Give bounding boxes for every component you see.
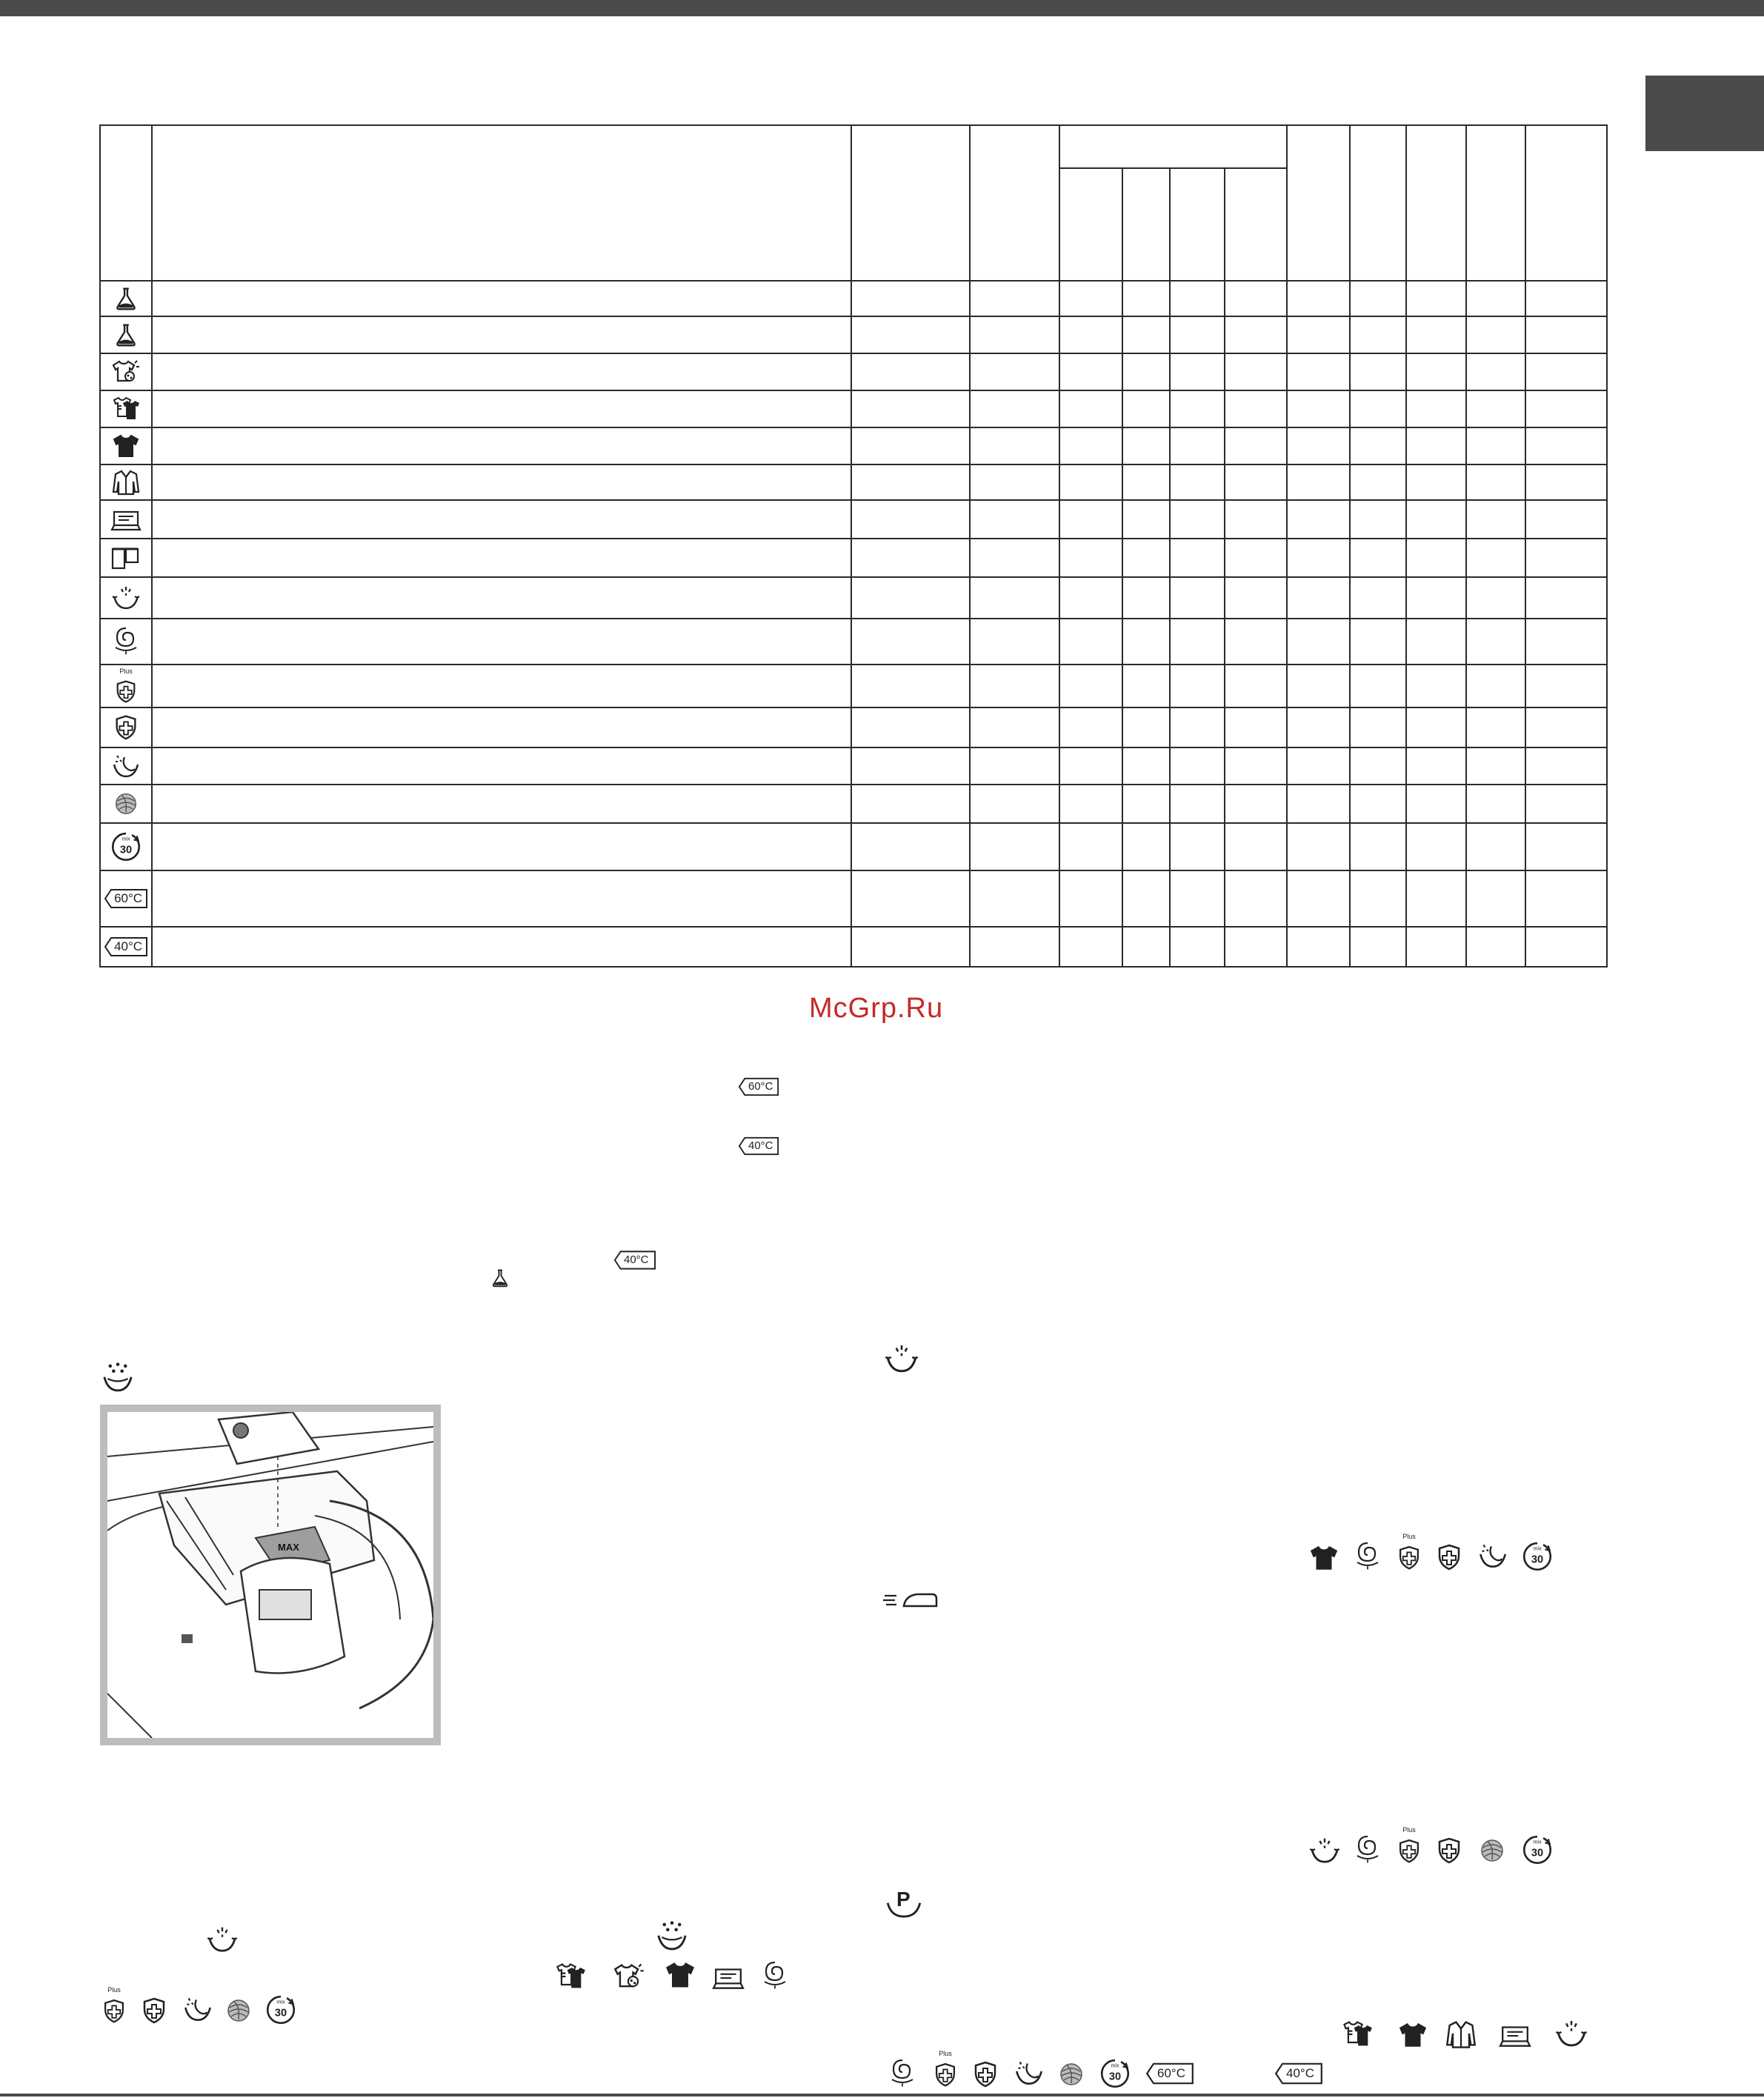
temp-40-tag-icon xyxy=(738,1135,779,1157)
tag-60-label: 60°C xyxy=(114,891,143,905)
shirt-stain-icon xyxy=(612,1960,646,1993)
jacket-icon xyxy=(111,467,141,497)
antiallergy-plus-icon xyxy=(99,1987,129,2027)
mix30-icon xyxy=(109,830,143,864)
table-row xyxy=(100,464,1607,500)
watermark: McGrp.Ru xyxy=(809,993,944,1024)
table-row xyxy=(100,707,1607,747)
table-row xyxy=(100,427,1607,464)
hand-wash-icon xyxy=(204,1923,240,1956)
delicate-spiral-icon xyxy=(886,2057,919,2091)
table-row xyxy=(100,577,1607,619)
table-row xyxy=(100,785,1607,823)
mixed-colours-icon xyxy=(1339,2018,1375,2051)
table-row xyxy=(100,927,1607,967)
temp-40-tag-icon xyxy=(104,936,148,958)
dark-shirt-icon xyxy=(111,431,141,461)
table-row xyxy=(100,539,1607,577)
wool-icon xyxy=(1477,1836,1507,1865)
mixed-colours-icon xyxy=(553,1960,588,1993)
temp-60-tag-icon xyxy=(1145,2061,1194,2086)
language-tab xyxy=(1645,76,1764,151)
temp-60-tag-icon xyxy=(738,1076,779,1098)
plus-badge-label: Plus xyxy=(939,2050,952,2057)
baby-bath-icon xyxy=(110,751,142,781)
antiallergy-icon xyxy=(139,1996,169,2025)
antiallergy-plus-icon xyxy=(112,675,140,705)
jacket-icon xyxy=(1445,2018,1477,2051)
baby-bath-icon xyxy=(653,1920,690,1954)
tag-40-label: 40°C xyxy=(1286,2066,1314,2080)
flask-icon xyxy=(112,284,140,313)
antiallergy-icon xyxy=(1434,1542,1464,1572)
table-row xyxy=(100,390,1607,427)
duvet-icon xyxy=(110,504,142,534)
tag-40-label: 40°C xyxy=(114,939,143,953)
bottom-rule xyxy=(0,2094,1764,2097)
mix30-icon xyxy=(1520,1833,1554,1867)
baby-bath-icon xyxy=(1476,1539,1510,1572)
tag-60-label: 60°C xyxy=(748,1080,773,1093)
temp-40-tag-icon xyxy=(613,1249,656,1271)
table-row xyxy=(100,316,1607,353)
baby-bath-icon xyxy=(181,1993,215,2025)
mix30-icon xyxy=(1098,2057,1132,2091)
programmes-table xyxy=(99,124,1608,968)
table-row xyxy=(100,281,1607,316)
plus-badge-label: Plus xyxy=(119,667,133,675)
hand-wash-icon xyxy=(1307,1834,1342,1867)
hand-wash-icon xyxy=(882,1341,922,1376)
iron-icon xyxy=(882,1585,941,1615)
duvet-icon xyxy=(1497,2019,1534,2051)
antiallergy-plus-icon xyxy=(931,2051,960,2091)
flask-icon xyxy=(112,321,140,349)
temp-40-tag-icon xyxy=(1274,2061,1323,2086)
delicate-spiral-icon xyxy=(1351,1539,1384,1574)
tag-40-label: 40°C xyxy=(624,1253,649,1266)
hand-wash-icon xyxy=(1553,2017,1590,2051)
plus-badge-label: Plus xyxy=(1402,1826,1416,1834)
delicate-spiral-icon xyxy=(1351,1833,1384,1867)
wool-icon xyxy=(1056,2059,1086,2089)
flask-icon xyxy=(489,1267,511,1289)
antiallergy-plus-icon xyxy=(1394,1533,1424,1574)
wool-icon xyxy=(112,790,140,818)
table-row xyxy=(100,353,1607,390)
mixed-colours-icon xyxy=(110,394,142,424)
table-row xyxy=(100,823,1607,870)
baby-bath-icon xyxy=(1012,2057,1046,2089)
mix30-icon xyxy=(1520,1539,1554,1574)
antiallergy-icon xyxy=(1434,1836,1464,1865)
dark-shirt-icon xyxy=(1308,1542,1339,1574)
plus-badge-label: Plus xyxy=(1402,1533,1416,1540)
baby-bath-icon xyxy=(99,1362,136,1396)
plus-badge-label: Plus xyxy=(107,1986,121,1994)
shirt-stain-icon xyxy=(111,357,141,387)
table-header-row xyxy=(100,125,1607,168)
delicate-spiral-icon xyxy=(110,625,142,658)
temp-60-tag-icon xyxy=(104,888,148,910)
max-label: MAX xyxy=(278,1542,299,1553)
antiallergy-icon xyxy=(971,2059,1000,2089)
detergent-drawer-illustration xyxy=(100,1405,441,1745)
table-row xyxy=(100,870,1607,927)
tag-40-label: 40°C xyxy=(748,1139,773,1152)
antiallergy-plus-icon xyxy=(1394,1827,1424,1867)
hand-wash-icon xyxy=(110,583,142,613)
tag-60-label: 60°C xyxy=(1157,2066,1185,2080)
grouped-header-cell xyxy=(1059,125,1288,168)
antiallergy-icon xyxy=(112,713,140,742)
dark-shirt-icon xyxy=(664,1959,696,1991)
prewash-icon: P xyxy=(882,1888,926,1922)
table-row xyxy=(100,665,1607,707)
table-row xyxy=(100,619,1607,665)
top-bar xyxy=(0,0,1764,16)
wool-icon xyxy=(224,1996,253,2025)
towels-icon xyxy=(110,543,142,573)
table-row xyxy=(100,500,1607,539)
duvet-icon xyxy=(710,1962,747,1993)
table-row xyxy=(100,747,1607,785)
mix30-icon xyxy=(264,1993,298,2027)
delicate-spiral-icon xyxy=(759,1959,791,1993)
dark-shirt-icon xyxy=(1397,2019,1428,2051)
